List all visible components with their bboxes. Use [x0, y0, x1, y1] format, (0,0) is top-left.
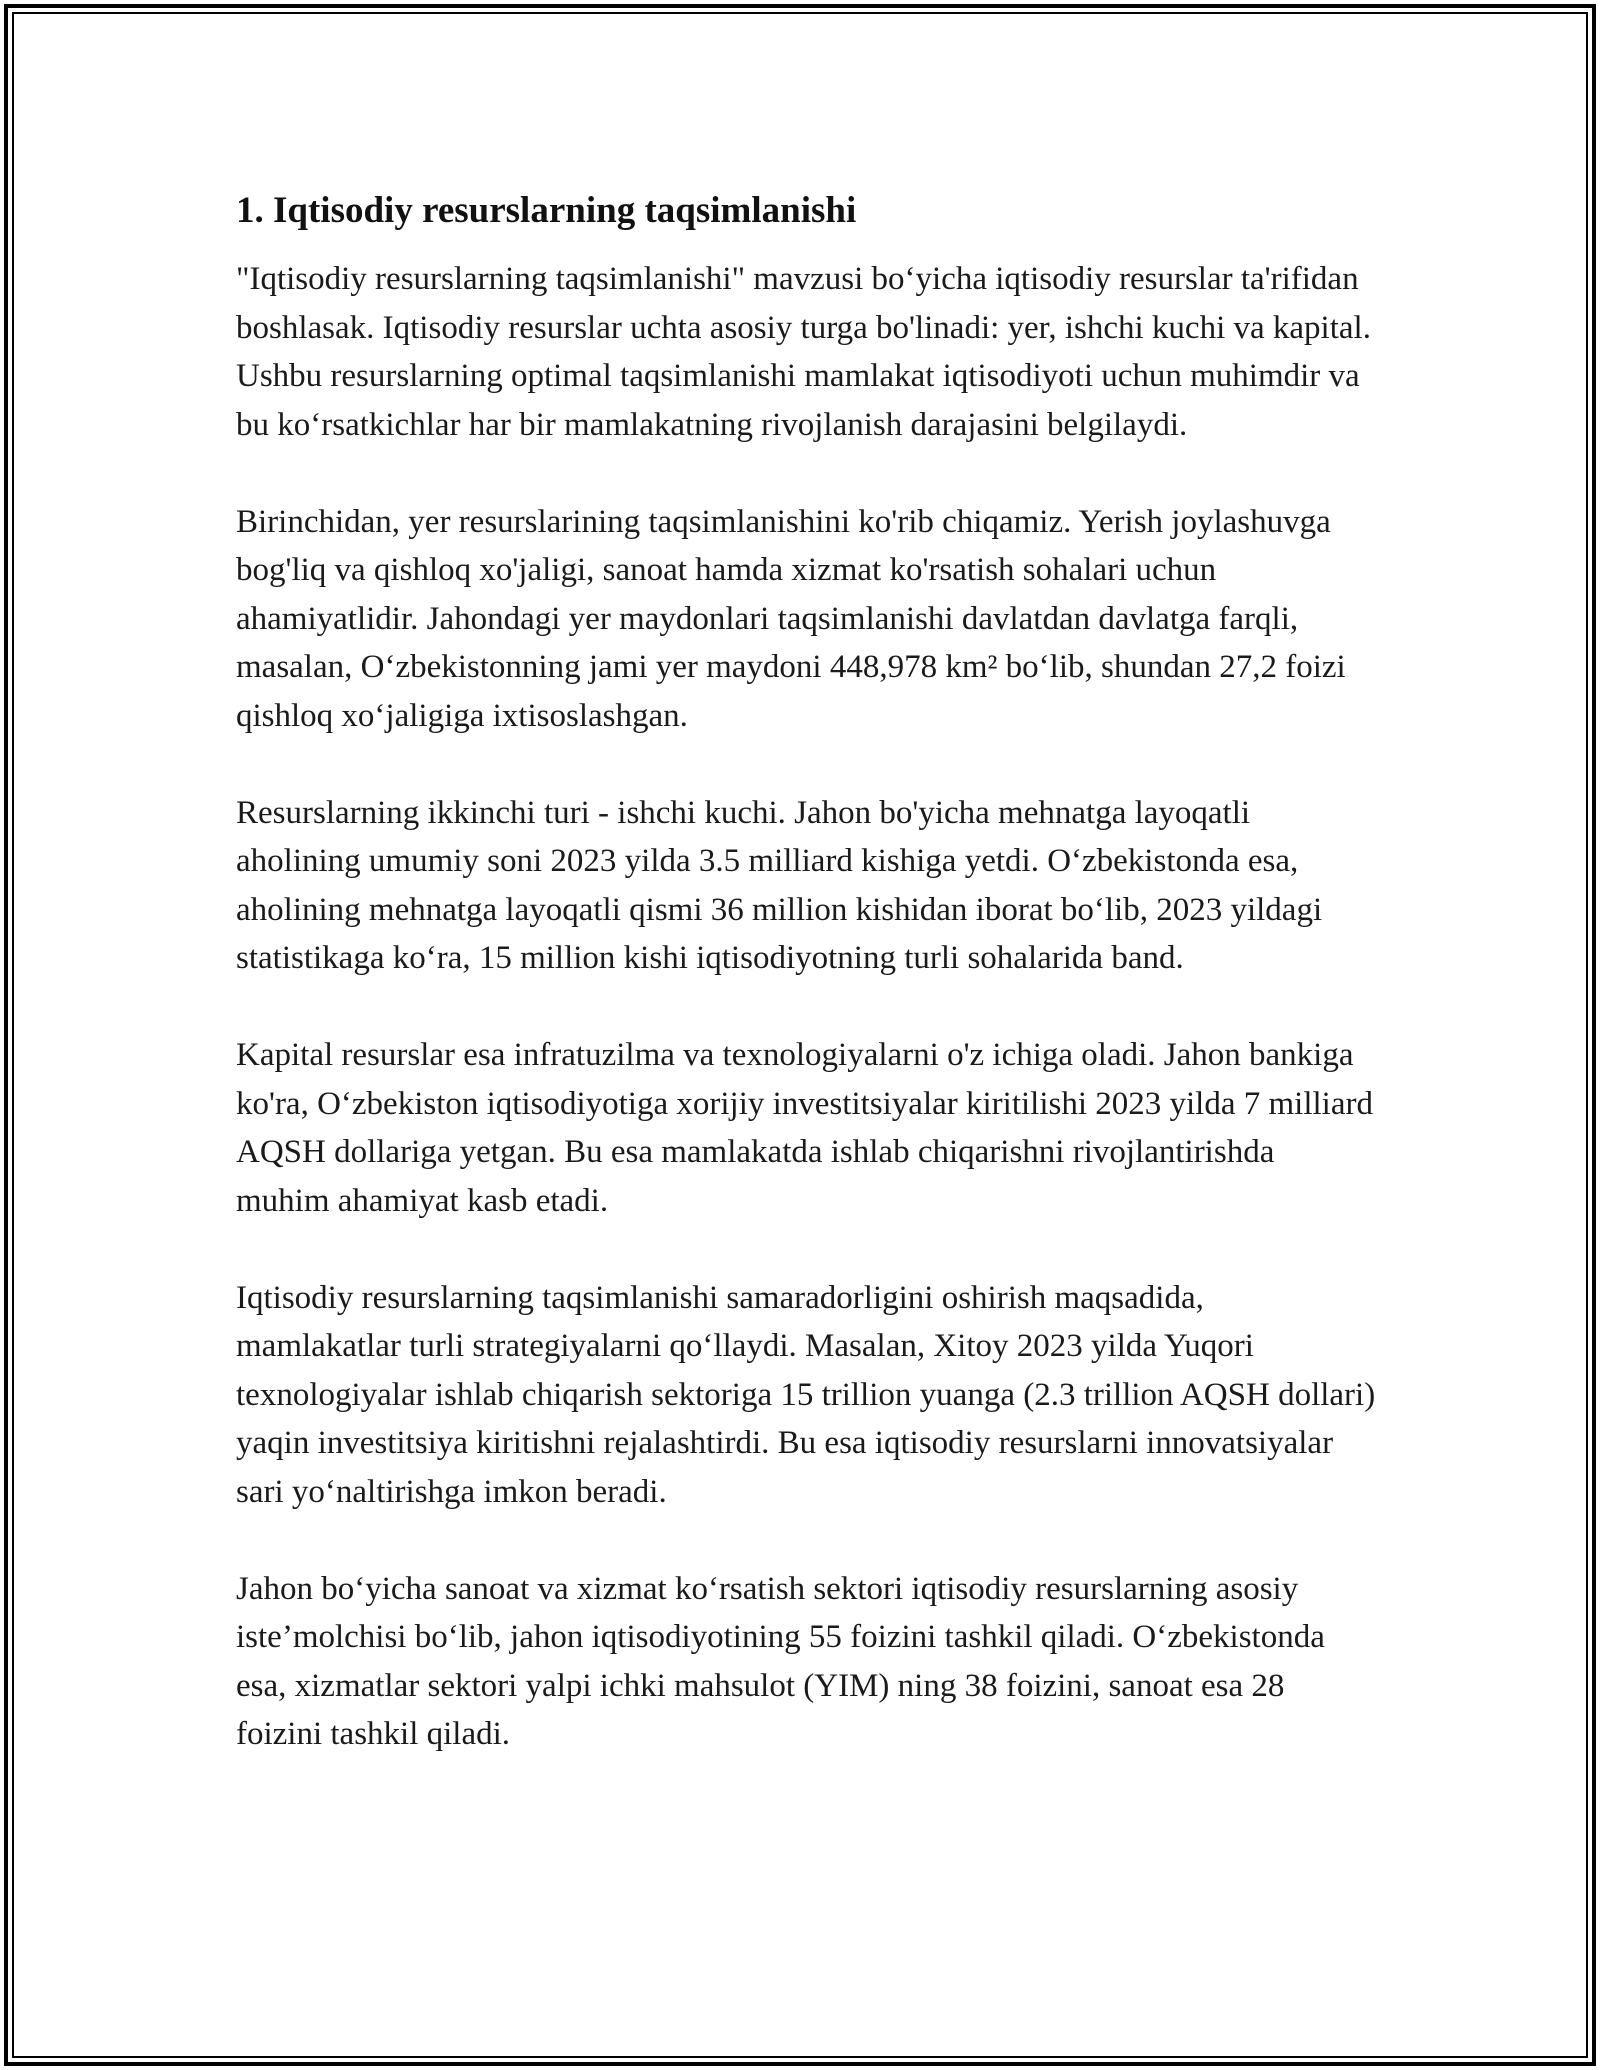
- paragraph-capital-resources: Kapital resurslar esa infratuzilma va texnologiyalarni o'z ichiga oladi. Jahon bankiga ko'ra, O‘zbekiston iqtisodiyotiga xorijiy investitsiyalar kiritilishi 2023 yilda 7 milliard AQSH dollariga yetgan. Bu esa mamlakatda ishlab chiqarishni rivojlantirishda muhim ahamiyat kasb etadi.: [236, 1037, 1373, 1219]
- paragraph-definition: "Iqtisodiy resurslarning taqsimlanishi" mavzusi bo‘yicha iqtisodiy resurslar ta'rifidan boshlasak. Iqtisodiy resurslar uchta asosiy turga bo'linadi: yer, ishchi kuchi va kapital. Ushbu resurslarning optimal taqsimlanishi mamlakat iqtisodiyoti uchun muhimdir va bu ko‘rsatkichlar har bir mamlakatning rivojlanish darajasini belgilaydi.: [236, 261, 1371, 443]
- paragraph-labor-resources: Resurslarning ikkinchi turi - ishchi kuchi. Jahon bo'yicha mehnatga layoqatli aholining umumiy soni 2023 yilda 3.5 milliard kishiga yetdi. O‘zbekistonda esa, aholining mehnatga layoqatli qismi 36 million kishidan iborat bo‘lib, 2023 yildagi statistikaga ko‘ra, 15 million kishi iqtisodiyotning turli sohalarida band.: [236, 794, 1323, 976]
- document-title: 1. Iqtisodiy resurslarning taqsimlanishi: [236, 190, 857, 231]
- paragraph-strategies: Iqtisodiy resurslarning taqsimlanishi samaradorligini oshirish maqsadida, mamlakatlar turli strategiyalarni qo‘llaydi. Masalan, Xitoy 2023 yilda Yuqori texnologiyalar ishlab chiqarish sektoriga 15 trillion yuanga (2.3 trillion AQSH dollari) yaqin investitsiya kiritishni rejalashtirdi. Bu esa iqtisodiy resurslarni innovatsiyalar sari yo‘naltirishga imkon beradi.: [236, 1279, 1376, 1510]
- paragraph-land-resources: Birinchidan, yer resurslarining taqsimlanishini ko'rib chiqamiz. Yerish joylashuvga bog'liq va qishloq xo'jaligi, sanoat hamda xizmat ko'rsatish sohalari uchun ahamiyatlidir. Jahondagi yer maydonlari taqsimlanishi davlatdan davlatga farqli, masalan, O‘zbekistonning jami yer maydoni 448,978 km² bo‘lib, shundan 27,2 foizi qishloq xo‘jaligiga ixtisoslashgan.: [236, 503, 1346, 734]
- paragraph-sectors: Jahon bo‘yicha sanoat va xizmat ko‘rsatish sektori iqtisodiy resurslarning asosiy iste’molchisi bo‘lib, jahon iqtisodiyotining 55 foizini tashkil qiladi. O‘zbekistonda esa, xizmatlar sektori yalpi ichki mahsulot (YIM) ning 38 foizini, sanoat esa 28 foizini tashkil qiladi.: [236, 1570, 1325, 1752]
- document-body: [236, 185, 1376, 1807]
